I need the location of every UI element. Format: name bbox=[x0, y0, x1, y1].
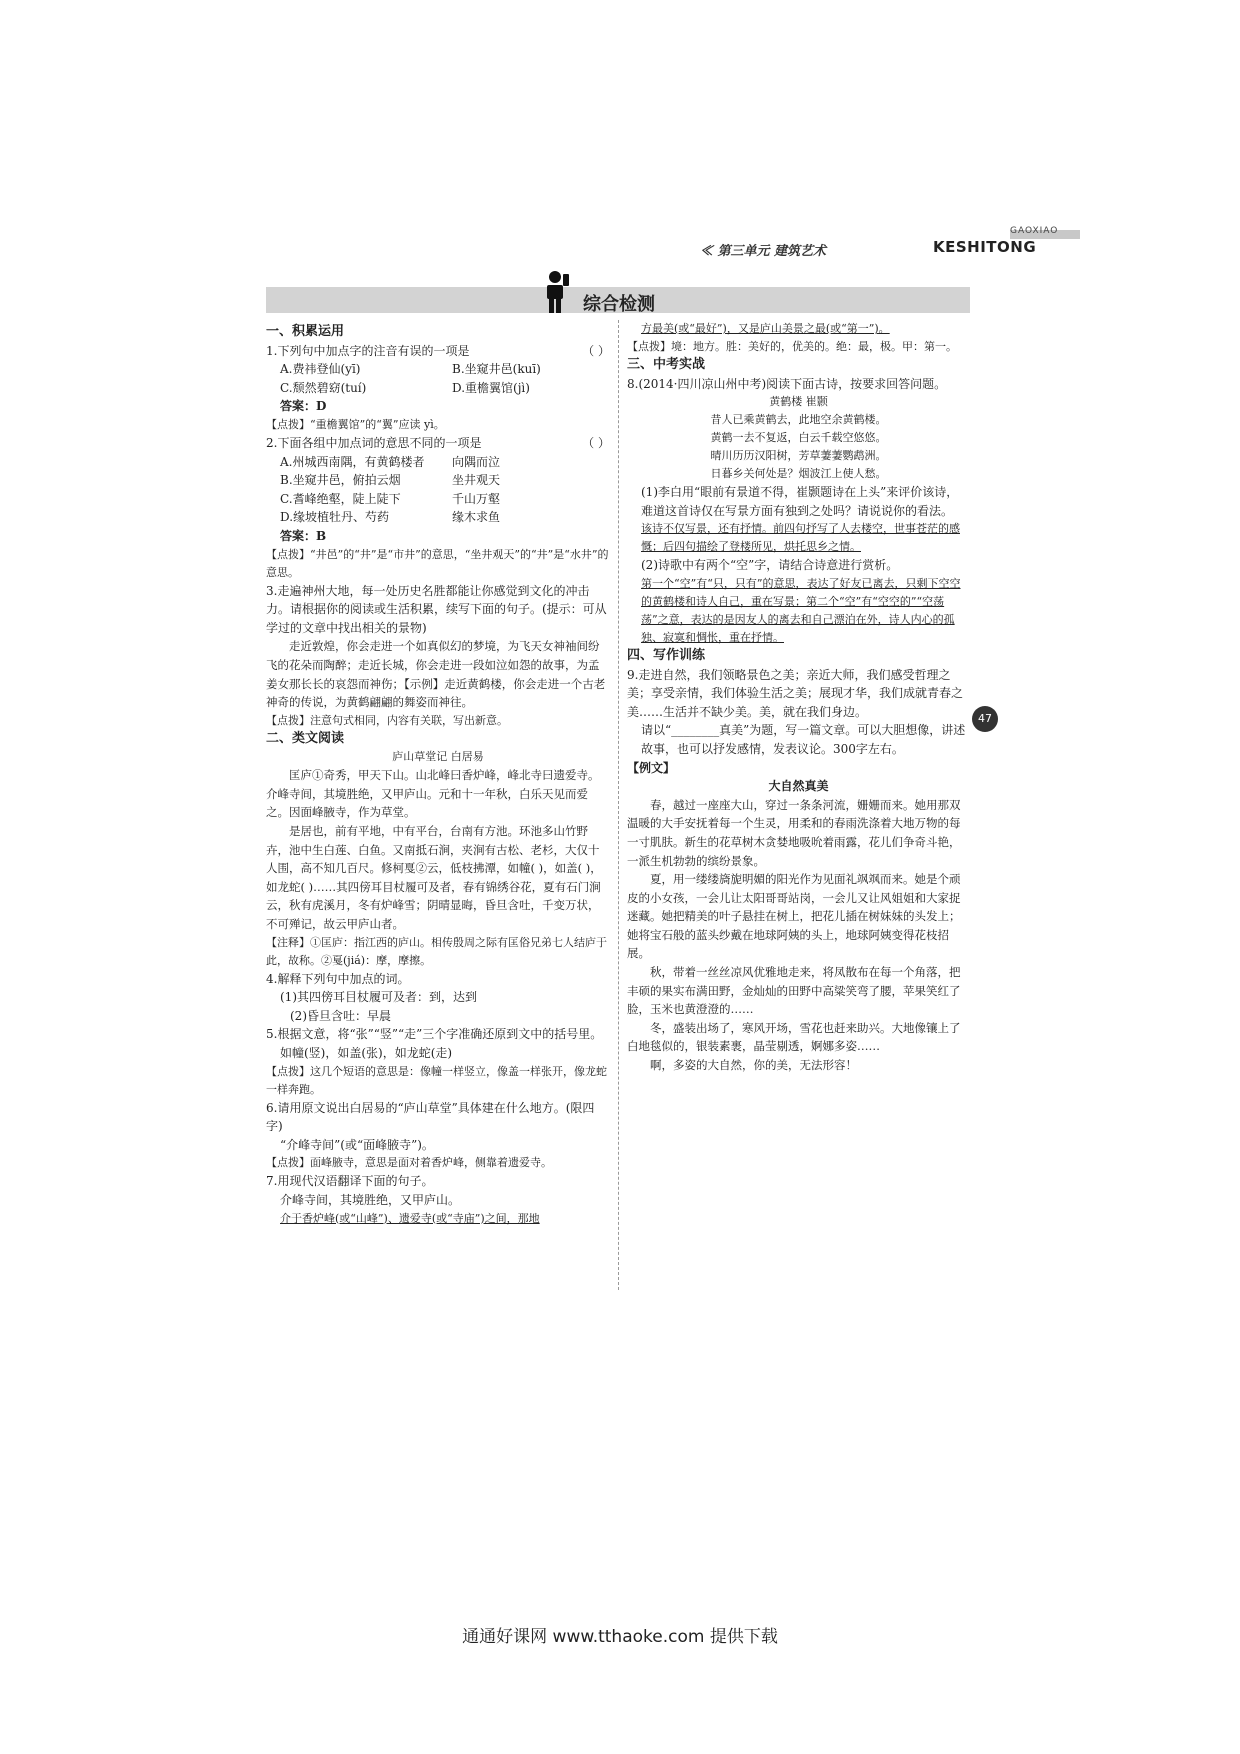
line-text: 黄鹤楼 崔颢 bbox=[769, 395, 828, 409]
text-line bbox=[266, 748, 610, 766]
line-text: 如幢(竖)，如盖(张)，如龙蛇(走) bbox=[280, 1046, 453, 1060]
line-text: 该诗不仅写景，还有抒情。前四句抒写了人去楼空，世事苍茫的感慨；后四句描绘了登楼所见，烘托思乡之情。 bbox=[641, 522, 960, 554]
line-text: 3.走遍神州大地，每一处历史名胜都能让你感觉到文化的冲击力。请根据你的阅读或生活积累，续写下面的句子。(提示：可从学过的文章中找出相关的景物) bbox=[266, 583, 607, 635]
text-line bbox=[266, 1191, 610, 1210]
text-line bbox=[627, 1019, 970, 1056]
text-line bbox=[266, 1172, 610, 1191]
option-a: B.坐窥井邑，俯拍云烟 bbox=[280, 473, 401, 488]
line-text: 秋，带着一丝丝凉风优雅地走来，将凤散布在每一个角落，把丰硕的果实布满田野，金灿灿的田野中高粱笑弯了腰，苹果笑红了脸，玉米也黄澄澄的…… bbox=[627, 965, 961, 1017]
line-text: 5.根据文意，将“张”“竖”“走”三个字准确还原到文中的括号里。 bbox=[266, 1027, 603, 1042]
line-text: 一、积累运用 bbox=[266, 324, 345, 339]
line-text: 【点拨】境：地方。胜：美好的，优美的。绝：最，极。甲：第一。 bbox=[627, 340, 957, 353]
line-text: 介峰寺间，其境胜绝，又甲庐山。 bbox=[280, 1192, 461, 1207]
line-text: 请以“________真美”为题，写一篇文章。可以大胆想像，讲述故事，也可以抒发感情，发表议论。300字左右。 bbox=[641, 723, 966, 756]
text-line bbox=[627, 393, 970, 411]
answer-paren: （ ） bbox=[582, 343, 610, 358]
text-line bbox=[266, 434, 610, 453]
text-line bbox=[627, 429, 970, 447]
line-text: 走近敦煌，你会走进一个如真似幻的梦境，为飞天女神袖间纷飞的花朵而陶醉；走近长城，你会走进一段如泣如怨的故事，为孟姜女那长长的哀怨而神伤；【示例】走近黄鹤楼，你会走进一个古老神奇的传说，为黄鹤翩翩的舞姿而神往。 bbox=[266, 639, 606, 710]
text-line bbox=[266, 342, 610, 361]
text-line bbox=[266, 527, 610, 546]
line-text: 方最美(或“最好”)，又是庐山美景之最(或“第一”)。 bbox=[641, 322, 890, 335]
text-line bbox=[627, 556, 970, 575]
text-line bbox=[266, 1099, 610, 1136]
line-text: 7.用现代汉语翻译下面的句子。 bbox=[266, 1174, 434, 1189]
line-text: 昔人已乘黄鹤去，此地空余黄鹤楼。 bbox=[710, 413, 887, 427]
text-line bbox=[627, 375, 970, 394]
option-b: D.重檐翼馆(jì) bbox=[452, 380, 530, 395]
text-line bbox=[266, 416, 610, 434]
line-text: 【点拨】“井邑”的“井”是“市井”的意思，“坐井观天”的“井”是“水井”的意思。 bbox=[266, 547, 609, 579]
text-line bbox=[627, 411, 970, 429]
section-heading bbox=[627, 356, 970, 375]
left-column bbox=[266, 323, 610, 1228]
line-text: 四、写作训练 bbox=[627, 647, 706, 663]
text-line bbox=[266, 822, 610, 934]
text-line bbox=[266, 637, 610, 711]
line-text: 啊，多姿的大自然，你的美，无法形容！ bbox=[650, 1058, 857, 1073]
text-line bbox=[627, 575, 970, 647]
line-text: 春，越过一座座大山，穿过一条条河流，姗姗而来。她用那双温暖的大手安抚着每一个生灵，用柔和的春雨洗涤着大地万物的每一寸肌肤。新生的花草树木贪婪地吸吮着雨露，花儿们争奇斗艳，一派生机勃勃的缤纷景象。 bbox=[627, 797, 961, 868]
line-text: 冬，盛装出场了，寒风开场，雪花也赶来助兴。大地像镶上了白地毯似的，银装素裹，晶莹剔透，婀娜多姿…… bbox=[627, 1020, 961, 1054]
text-line bbox=[627, 777, 970, 796]
option-b: 向隅而泣 bbox=[452, 454, 501, 469]
text-line bbox=[627, 1056, 970, 1075]
option-row bbox=[266, 379, 610, 398]
line-text: 【注释】①匡庐：指江西的庐山。相传殷周之际有匡俗兄弟七人结庐于此，故称。②戛(jiá)：摩，摩擦。 bbox=[266, 935, 607, 967]
text-line bbox=[266, 1025, 610, 1044]
option-a: C.耆峰绝壑，陡上陡下 bbox=[280, 491, 401, 506]
line-text: 黄鹤一去不复返，白云千载空悠悠。 bbox=[710, 431, 887, 445]
option-b: 坐井观天 bbox=[452, 473, 501, 488]
text-line bbox=[266, 970, 610, 989]
text-line bbox=[266, 988, 610, 1007]
line-text: 二、类文阅读 bbox=[266, 730, 345, 746]
line-text: 【例文】 bbox=[627, 760, 676, 775]
text-line bbox=[627, 721, 970, 758]
text-line bbox=[627, 483, 970, 520]
line-text: 【点拨】面峰腋寺，意思是面对着香炉峰，侧靠着遗爱寺。 bbox=[266, 1156, 552, 1170]
text-line bbox=[266, 1007, 610, 1026]
line-text: 庐山草堂记 白居易 bbox=[392, 750, 484, 764]
header-unit-title: ≪ 第三单元 建筑艺术 bbox=[700, 244, 827, 259]
option-b: B.坐窥井邑(kuī) bbox=[452, 362, 541, 377]
line-text: 【点拨】注意句式相同，内容有关联，写出新意。 bbox=[266, 713, 508, 727]
line-text: 4.解释下列句中加点的词。 bbox=[266, 971, 410, 986]
text-line bbox=[627, 963, 970, 1019]
text-line bbox=[266, 934, 610, 970]
line-text: 晴川历历汉阳树，芳草萋萋鹦鹉洲。 bbox=[710, 449, 887, 463]
line-text: 6.请用原文说出白居易的“庐山草堂”具体建在什么地方。(限四字) bbox=[266, 1100, 595, 1134]
footer-text: 通通好课网 www.tthaoke.com 提供下载 bbox=[462, 1627, 778, 1647]
text-line bbox=[266, 1063, 610, 1099]
text-line bbox=[266, 1154, 610, 1172]
line-text: (2)诗歌中有两个“空”字，请结合诗意进行赏析。 bbox=[641, 558, 899, 573]
text-line bbox=[266, 546, 610, 582]
banner-title: 综合检测 bbox=[583, 294, 655, 315]
text-line bbox=[627, 666, 970, 722]
text-line bbox=[266, 1044, 610, 1063]
line-text: 介于香炉峰(或“山峰”)、遗爱寺(或“寺庙”)之间，那地 bbox=[280, 1211, 540, 1225]
line-text: “介峰寺间”(或“面峰腋寺”)。 bbox=[280, 1137, 434, 1152]
option-a: A.费祎登仙(yī) bbox=[280, 362, 361, 377]
text-line bbox=[627, 320, 970, 338]
section-heading bbox=[266, 730, 610, 749]
line-text: 答案：B bbox=[280, 528, 327, 543]
header-brand: KESHITONG bbox=[933, 238, 1037, 256]
page-number: 47 bbox=[972, 706, 998, 732]
option-a: D.缘坡植牡丹、芍药 bbox=[280, 510, 390, 525]
line-text: 大自然真美 bbox=[768, 779, 829, 794]
text-line bbox=[627, 465, 970, 483]
column-divider bbox=[618, 320, 620, 1290]
line-text: (1)其四傍耳目杖履可及者：到，达到 bbox=[280, 990, 477, 1005]
line-text: 【点拨】这几个短语的意思是：像幢一样竖立，像盖一样张开，像龙蛇一样奔跑。 bbox=[266, 1064, 607, 1096]
line-text: (1)李白用“眼前有景道不得，崔颢题诗在上头”来评价该诗，难道这首诗仅在写景方面有独到之处吗？请说说你的看法。 bbox=[641, 485, 959, 518]
text-line bbox=[266, 1210, 610, 1228]
line-text: (2)昏旦含吐：早晨 bbox=[290, 1008, 391, 1023]
text-line bbox=[627, 447, 970, 465]
option-b: 缘木求鱼 bbox=[452, 510, 501, 525]
option-row bbox=[266, 490, 610, 509]
option-row bbox=[266, 360, 610, 379]
line-text: 夏，用一缕缕旖旎明媚的阳光作为见面礼飒飒而来。她是个顽皮的小女孩，一会儿让太阳哥哥站岗，一会儿又让风姐姐和大家捉迷藏。她把精美的叶子悬挂在树上，把花儿插在树妹妹的头发上；她将宝石般的蓝头纱戴在地球阿姨的头上，地球阿姨变得花枝招展。 bbox=[627, 872, 961, 961]
answer-paren: （ ） bbox=[582, 435, 610, 450]
text-line bbox=[266, 1136, 610, 1155]
section-heading bbox=[627, 647, 970, 666]
text-line bbox=[266, 766, 610, 822]
text-line bbox=[266, 582, 610, 638]
text-line bbox=[627, 338, 970, 356]
option-a: C.颓然碧窈(tuí) bbox=[280, 380, 367, 395]
line-text: 日暮乡关何处是？烟波江上使人愁。 bbox=[710, 467, 887, 481]
line-text: 1.下列句中加点字的注音有误的一项是 bbox=[266, 343, 470, 358]
header-brand-small: GAOXIAO bbox=[1010, 226, 1059, 236]
text-line bbox=[627, 520, 970, 556]
line-text: 是居也，前有平地，中有平台，台南有方池。环池多山竹野卉，池中生白莲、白鱼。又南抵石涧，夹涧有古松、老杉，大仅十人围，高不知几百尺。修柯戛②云，低枝拂潭，如幢( )，如盖( )，如龙蛇( )……其四傍耳目杖履可及者，春有锦绣谷花，夏有石门涧云，秋有虎溪月，冬有炉峰雪；阴晴显晦，昏旦含吐，千变万状，不可殚记，故云甲庐山者。 bbox=[266, 824, 602, 932]
text-line bbox=[627, 759, 970, 778]
option-row bbox=[266, 508, 610, 527]
option-row bbox=[266, 471, 610, 490]
option-b: 千山万壑 bbox=[452, 491, 501, 506]
line-text: 答案：D bbox=[280, 399, 327, 414]
text-line bbox=[266, 712, 610, 730]
text-line bbox=[627, 870, 970, 963]
person-icon bbox=[543, 270, 571, 314]
right-column bbox=[627, 320, 970, 1075]
line-text: 第一个“空”有“只，只有”的意思，表达了好友已离去，只剩下空空的黄鹤楼和诗人自己，重在写景；第二个“空”有“空空的”“空荡荡”之意，表达的是因友人的离去和自己漂泊在外，诗人内心的孤独、寂寞和惆怅，重在抒情。 bbox=[641, 576, 961, 644]
option-a: A.州城西南隅，有黄鹤楼者 bbox=[280, 454, 425, 469]
text-line bbox=[266, 397, 610, 416]
option-row bbox=[266, 453, 610, 472]
line-text: 匡庐①奇秀，甲天下山。山北峰曰香炉峰，峰北寺曰遗爱寺。介峰寺间，其境胜绝，又甲庐山。元和十一年秋，白乐天见而爱之。因面峰腋寺，作为草堂。 bbox=[266, 768, 600, 820]
line-text: 2.下面各组中加点词的意思不同的一项是 bbox=[266, 435, 482, 450]
line-text: 三、中考实战 bbox=[627, 357, 706, 372]
line-text: 9.走进自然，我们领略景色之美；亲近大师，我们感受哲理之美；享受亲情，我们体验生活之美；展现才华，我们成就青春之美……生活并不缺少美。美，就在我们身边。 bbox=[627, 667, 964, 719]
text-line bbox=[627, 796, 970, 870]
line-text: 【点拨】“重檐翼馆”的“翼”应读 yì。 bbox=[266, 417, 445, 431]
section-heading bbox=[266, 323, 610, 342]
line-text: 8.(2014·四川凉山州中考)阅读下面古诗，按要求回答问题。 bbox=[627, 376, 947, 391]
